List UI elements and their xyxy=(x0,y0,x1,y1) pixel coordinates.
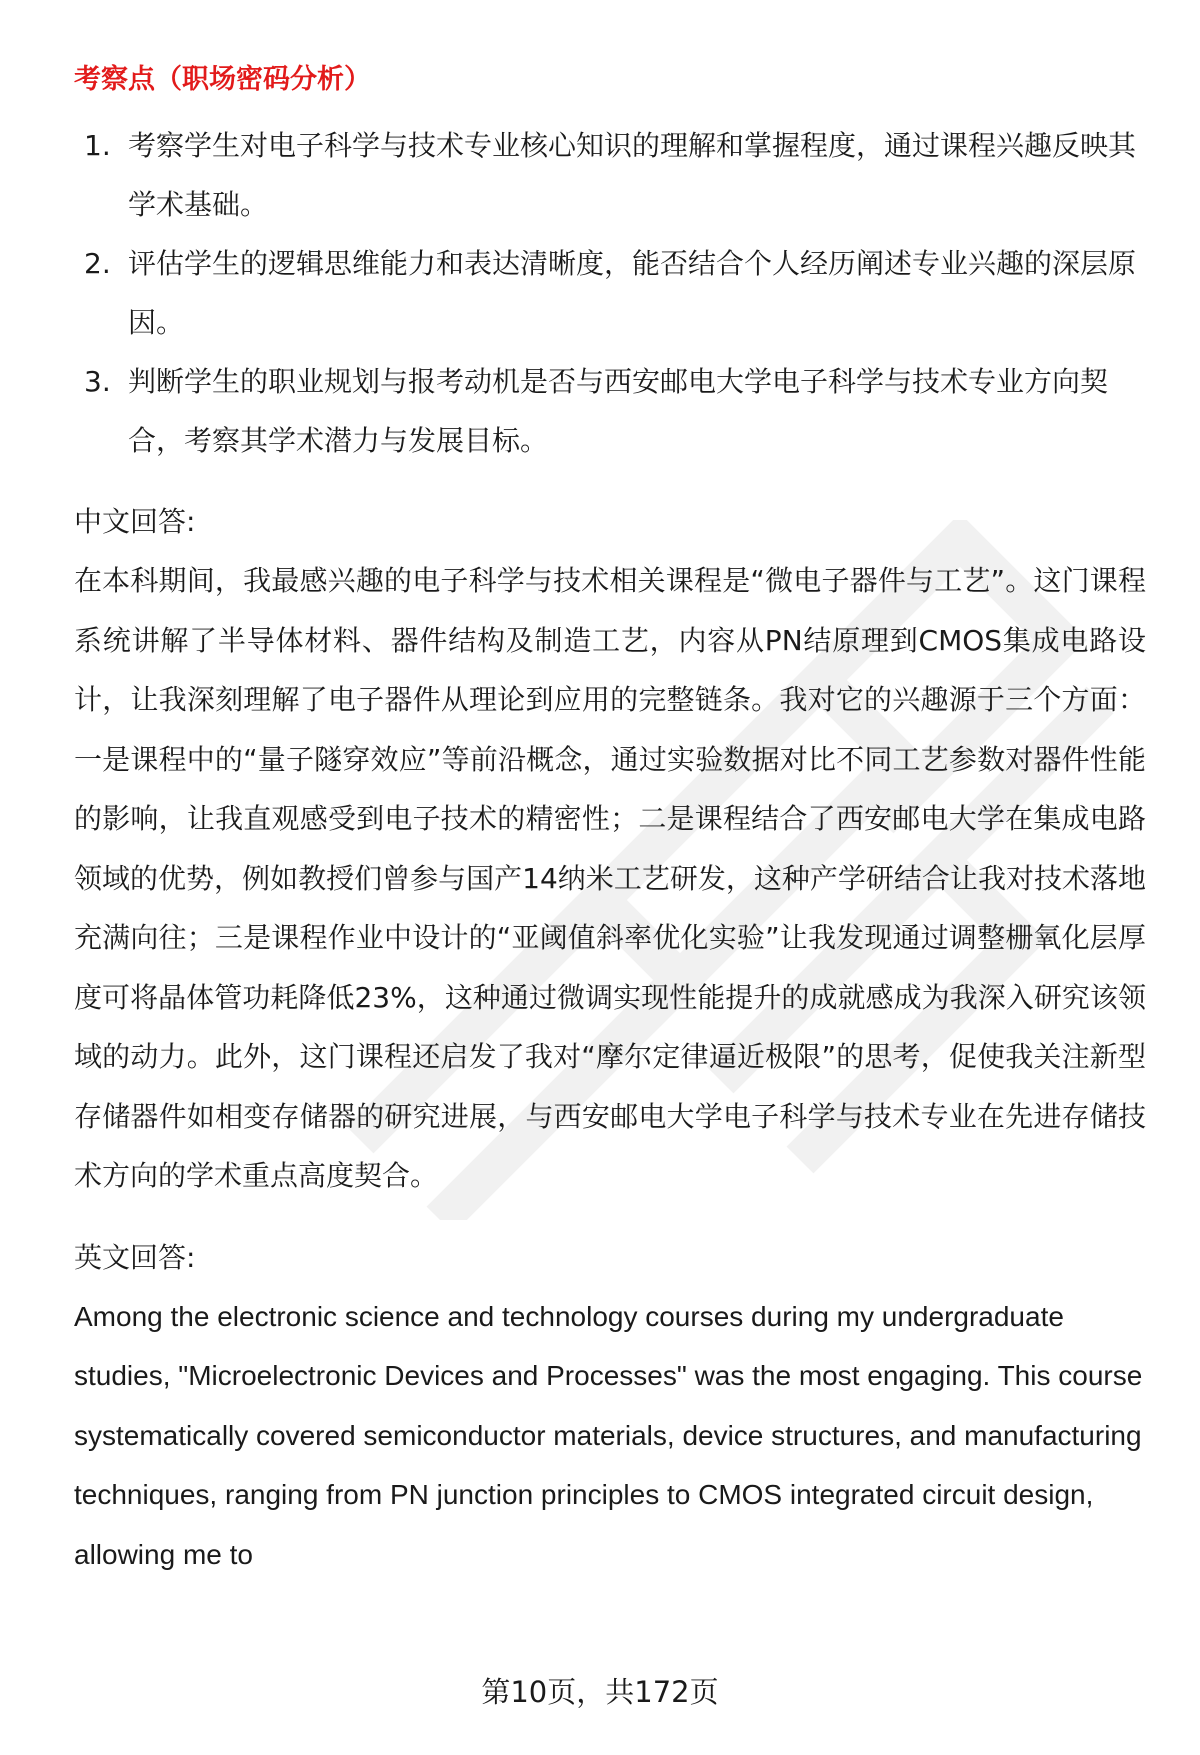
english-answer-text: Among the electronic science and technology courses during my undergraduate studies, "Microelectronic Devices and Processes" was the most engaging. This course systematically covered semiconductor materials, device structures, and manufacturing techniques, ranging from PN junction principles to CMOS integrated circuit design, allowing me to xyxy=(74,1300,1143,1570)
list-item xyxy=(74,352,1146,470)
list-item-number: 3. xyxy=(84,365,111,398)
list-item xyxy=(74,116,1146,234)
english-answer-label: 英文回答: xyxy=(74,1240,196,1274)
document-content xyxy=(74,58,1146,1584)
list-item-text: 评估学生的逻辑思维能力和表达清晰度，能否结合个人经历阐述专业兴趣的深层原因。 xyxy=(128,247,1137,339)
chinese-answer-label: 中文回答: xyxy=(74,505,196,538)
list-item-text: 判断学生的职业规划与报考动机是否与西安邮电大学电子科学与技术专业方向契合，考察其学术潜力与发展目标。 xyxy=(128,365,1109,457)
chinese-answer-text: 在本科期间，我最感兴趣的电子科学与技术相关课程是“微电子器件与工艺”。这门课程系统讲解了半导体材料、器件结构及制造工艺，内容从PN结原理到CMOS集成电路设计，让我深刻理解了电子器件从理论到应用的完整链条。我对它的兴趣源于三个方面：一是课程中的“量子隧穿效应”等前沿概念，通过实验数据对比不同工艺参数对器件性能的影响，让我直观感受到电子技术的精密性；二是课程结合了西安邮电大学在集成电路领域的优势，例如教授们曾参与国产14纳米工艺研发，这种产学研结合让我对技术落地充满向往；三是课程作业中设计的“亚阈值斜率优化实验”让我发现通过调整栅氧化层厚度可将晶体管功耗降低23%，这种通过微调实现性能提升的成就感成为我深入研究该领域的动力。此外，这门课程还启发了我对“摩尔定律逼近极限”的思考，促使我关注新型存储器件如相变存储器的研究进展，与西安邮电大学电子科学与技术专业在先进存储技术方向的学术重点高度契合。 xyxy=(74,564,1146,1192)
page-number-footer: 第10页，共172页 xyxy=(481,1675,719,1709)
list-item-number: 2. xyxy=(84,247,111,280)
list-item xyxy=(74,234,1146,352)
assessment-points-list xyxy=(74,116,1146,470)
list-item-number: 1. xyxy=(84,129,111,162)
section-heading: 考察点（职场密码分析） xyxy=(74,64,371,95)
list-item-text: 考察学生对电子科学与技术专业核心知识的理解和掌握程度，通过课程兴趣反映其学术基础。 xyxy=(128,129,1137,221)
